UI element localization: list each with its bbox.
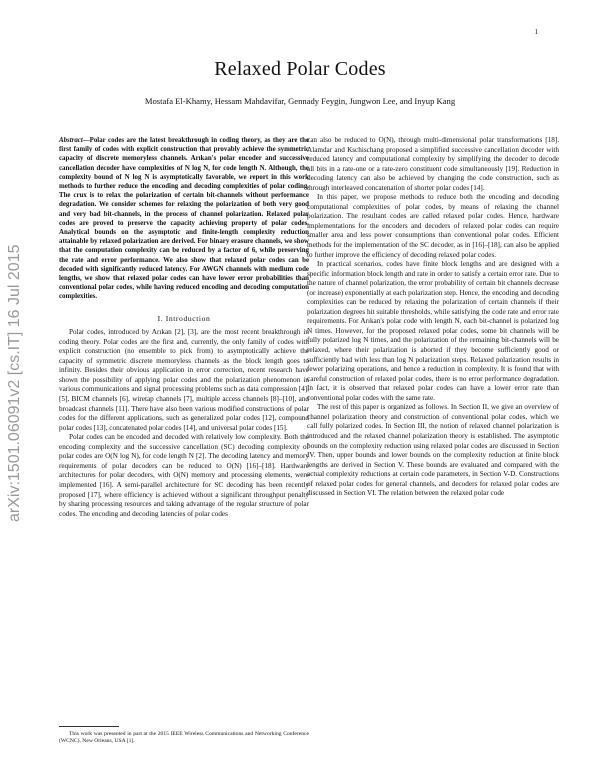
author-list: Mostafa El-Khamy, Hessam Mahdavifar, Gennady Feygin, Jungwon Lee, and Inyup Kang <box>144 96 456 106</box>
paragraph: Polar codes, introduced by Arıkan [2], [3], are the most recent breakthrough in coding theory. Polar codes are the first and, currently, the only family of codes with explicit construction (no ensemble to pick from) to asymptotically achieve the capacity of symmetric discrete memoryless channels as the block length goes to infinity. Besides their obvious application in error correction, recent research have shown the possibility of applying polar codes and the polarization phenomenon in various communications and signal processing problems such as data compression [4], [5], BICM channels [6], wiretap channels [7], multiple access channels [8]–[10], and broadcast channels [11]. There have also been various modified constructions of polar codes for the different applications, such as generalized polar codes [12], compound polar codes [13], concatenated polar codes [14], and universal polar codes [15]. <box>59 328 309 432</box>
arxiv-identifier-stamp: arXiv:1501.06091v2 [cs.IT] 16 Jul 2015 <box>6 244 23 522</box>
abstract-body: —Polar codes are the latest breakthrough in coding theory, as they are the first family of codes with explicit construction that provably achieve the symmetric capacity of discrete memoryless channels. Arıkan's polar encoder and successive cancellation decoder have complexities of N log N, for code length N. Although, the complexity bound of N log N is asymptotically favorable, we report in this work methods to further reduce the encoding and decoding complexities of polar coding. The crux is to relax the polarization of certain bit-channels without performance degradation. We consider schemes for relaxing the polarization of both very good and very bad bit-channels, in the process of channel polarization. Relaxed polar codes are proved to preserve the capacity achieving property of polar codes. Analytical bounds on the asymptotic and finite-length complexity reduction attainable by relaxed polarization are derived. For binary erasure channels, we show that the computation complexity can be reduced by a factor of 6, while preserving the rate and error performance. We also show that relaxed polar codes can be decoded with significantly reduced latency. For AWGN channels with medium code lengths, we show that relaxed polar codes can have lower error probabilities than conventional polar codes, while having reduced encoding and decoding computation complexities. <box>59 137 309 301</box>
paragraph-continued: can also be reduced to O(N), through multi-dimensional polar transformations [18]. Alamdar and Kschischang proposed a simplified successive cancellation decoder with reduced latency and computational complexity by simplifying the decoder to decode all bits in a rate-one or a rate-zero constituent code simultaneously [19]. Reduction in decoding latency can also be achieved by changing the code construction, such as through interleaved concatenation of shorter polar codes [14]. <box>307 136 559 192</box>
section-heading-introduction: I. Introduction <box>157 313 211 323</box>
right-column <box>307 136 559 499</box>
paragraph: In practical scenarios, codes have finite block lengths and are designed with a specific information block length and rate in order to satisfy a certain error rate. Due to the nature of channel polarization, the error probability of certain bit channels decrease (or increase) exponentially at each polarization step. Hence, the encoding and decoding complexities can be reduced by relaxing the polarization of certain channels if their polarization degrees hit suitable thresholds, while satisfying the code rate and error rate requirements. For Arıkan's polar code with length N, each bit-channel is polarized log N times. However, for the proposed relaxed polar codes, some bit channels will be fully polarized log N times, and the polarization of the remaining bit-channels will be relaxed, where their polarization is aborted if they become sufficiently good or sufficiently bad with less than log N polarization steps. Relaxed polarization results in fewer polarizing operations, and hence a reduction in complexity. It is found that with careful construction of relaxed polar codes, there is no error performance degradation. In fact, it is observed that relaxed polar codes can have a lower error rate than conventional polar codes with the same rate. <box>307 260 559 402</box>
abstract-label: Abstract <box>59 137 83 144</box>
paragraph: In this paper, we propose methods to reduce both the encoding and decoding computational complexities of polar codes, by means of relaxing the channel polarization. The resultant codes are called relaxed polar codes. Hence, hardware implementations for the encoders and decoders of relaxed polar codes can require smaller area and less power consumptions than conventional polar codes. Efficient methods for the implementation of the SC decoder, as in [16]–[18], can also be applied to further improve the efficiency of decoding relaxed polar codes. <box>307 193 559 259</box>
left-column <box>59 136 309 519</box>
paper-title: Relaxed Polar Codes <box>214 58 386 80</box>
paragraph: Polar codes can be encoded and decoded with relatively low complexity. Both the encoding complexity and the successive cancellation (SC) decoding complexity of polar codes are O(N log N), for code length N [2]. The decoding latency and memory requirements of polar decoders can be reduced to O(N) [16]–[18]. Hardware architectures for polar decoders, with O(N) memory and processing elements, were implemented [16]. A semi-parallel architecture for SC decoding has been recently proposed [17], where efficiency is achieved without a significant throughput penalty by sharing processing resources and taking advantage of the regular structure of polar codes. The encoding and decoding latencies of polar codes <box>59 433 309 518</box>
footnote: This work was presented in part at the 2015 IEEE Wireless Communications and Networking Conference (WCNC), New Orleans, USA [1]. <box>59 731 309 745</box>
footnote-divider <box>59 726 119 727</box>
paragraph: The rest of this paper is organized as follows. In Section II, we give an overview of channel polarization theory and construction of conventional polar codes, which we call fully polarized codes. In Section III, the notion of relaxed channel polarization is introduced and the relaxed channel polarization theory is established. The asymptotic bounds on the complexity reduction using relaxed polar codes are discussed in Section IV. Then, upper bounds and lower bounds on the complexity reduction at finite block lengths are derived in Section V. These bounds are evaluated and compared with the actual complexity reductions at certain code parameters, in Section V-D. Constructions of relaxed polar codes for general channels, and decoders for relaxed polar codes are discussed in Section VI. The relation between the relaxed polar code <box>307 403 559 498</box>
abstract <box>59 136 309 302</box>
page-number: 1 <box>534 28 538 36</box>
